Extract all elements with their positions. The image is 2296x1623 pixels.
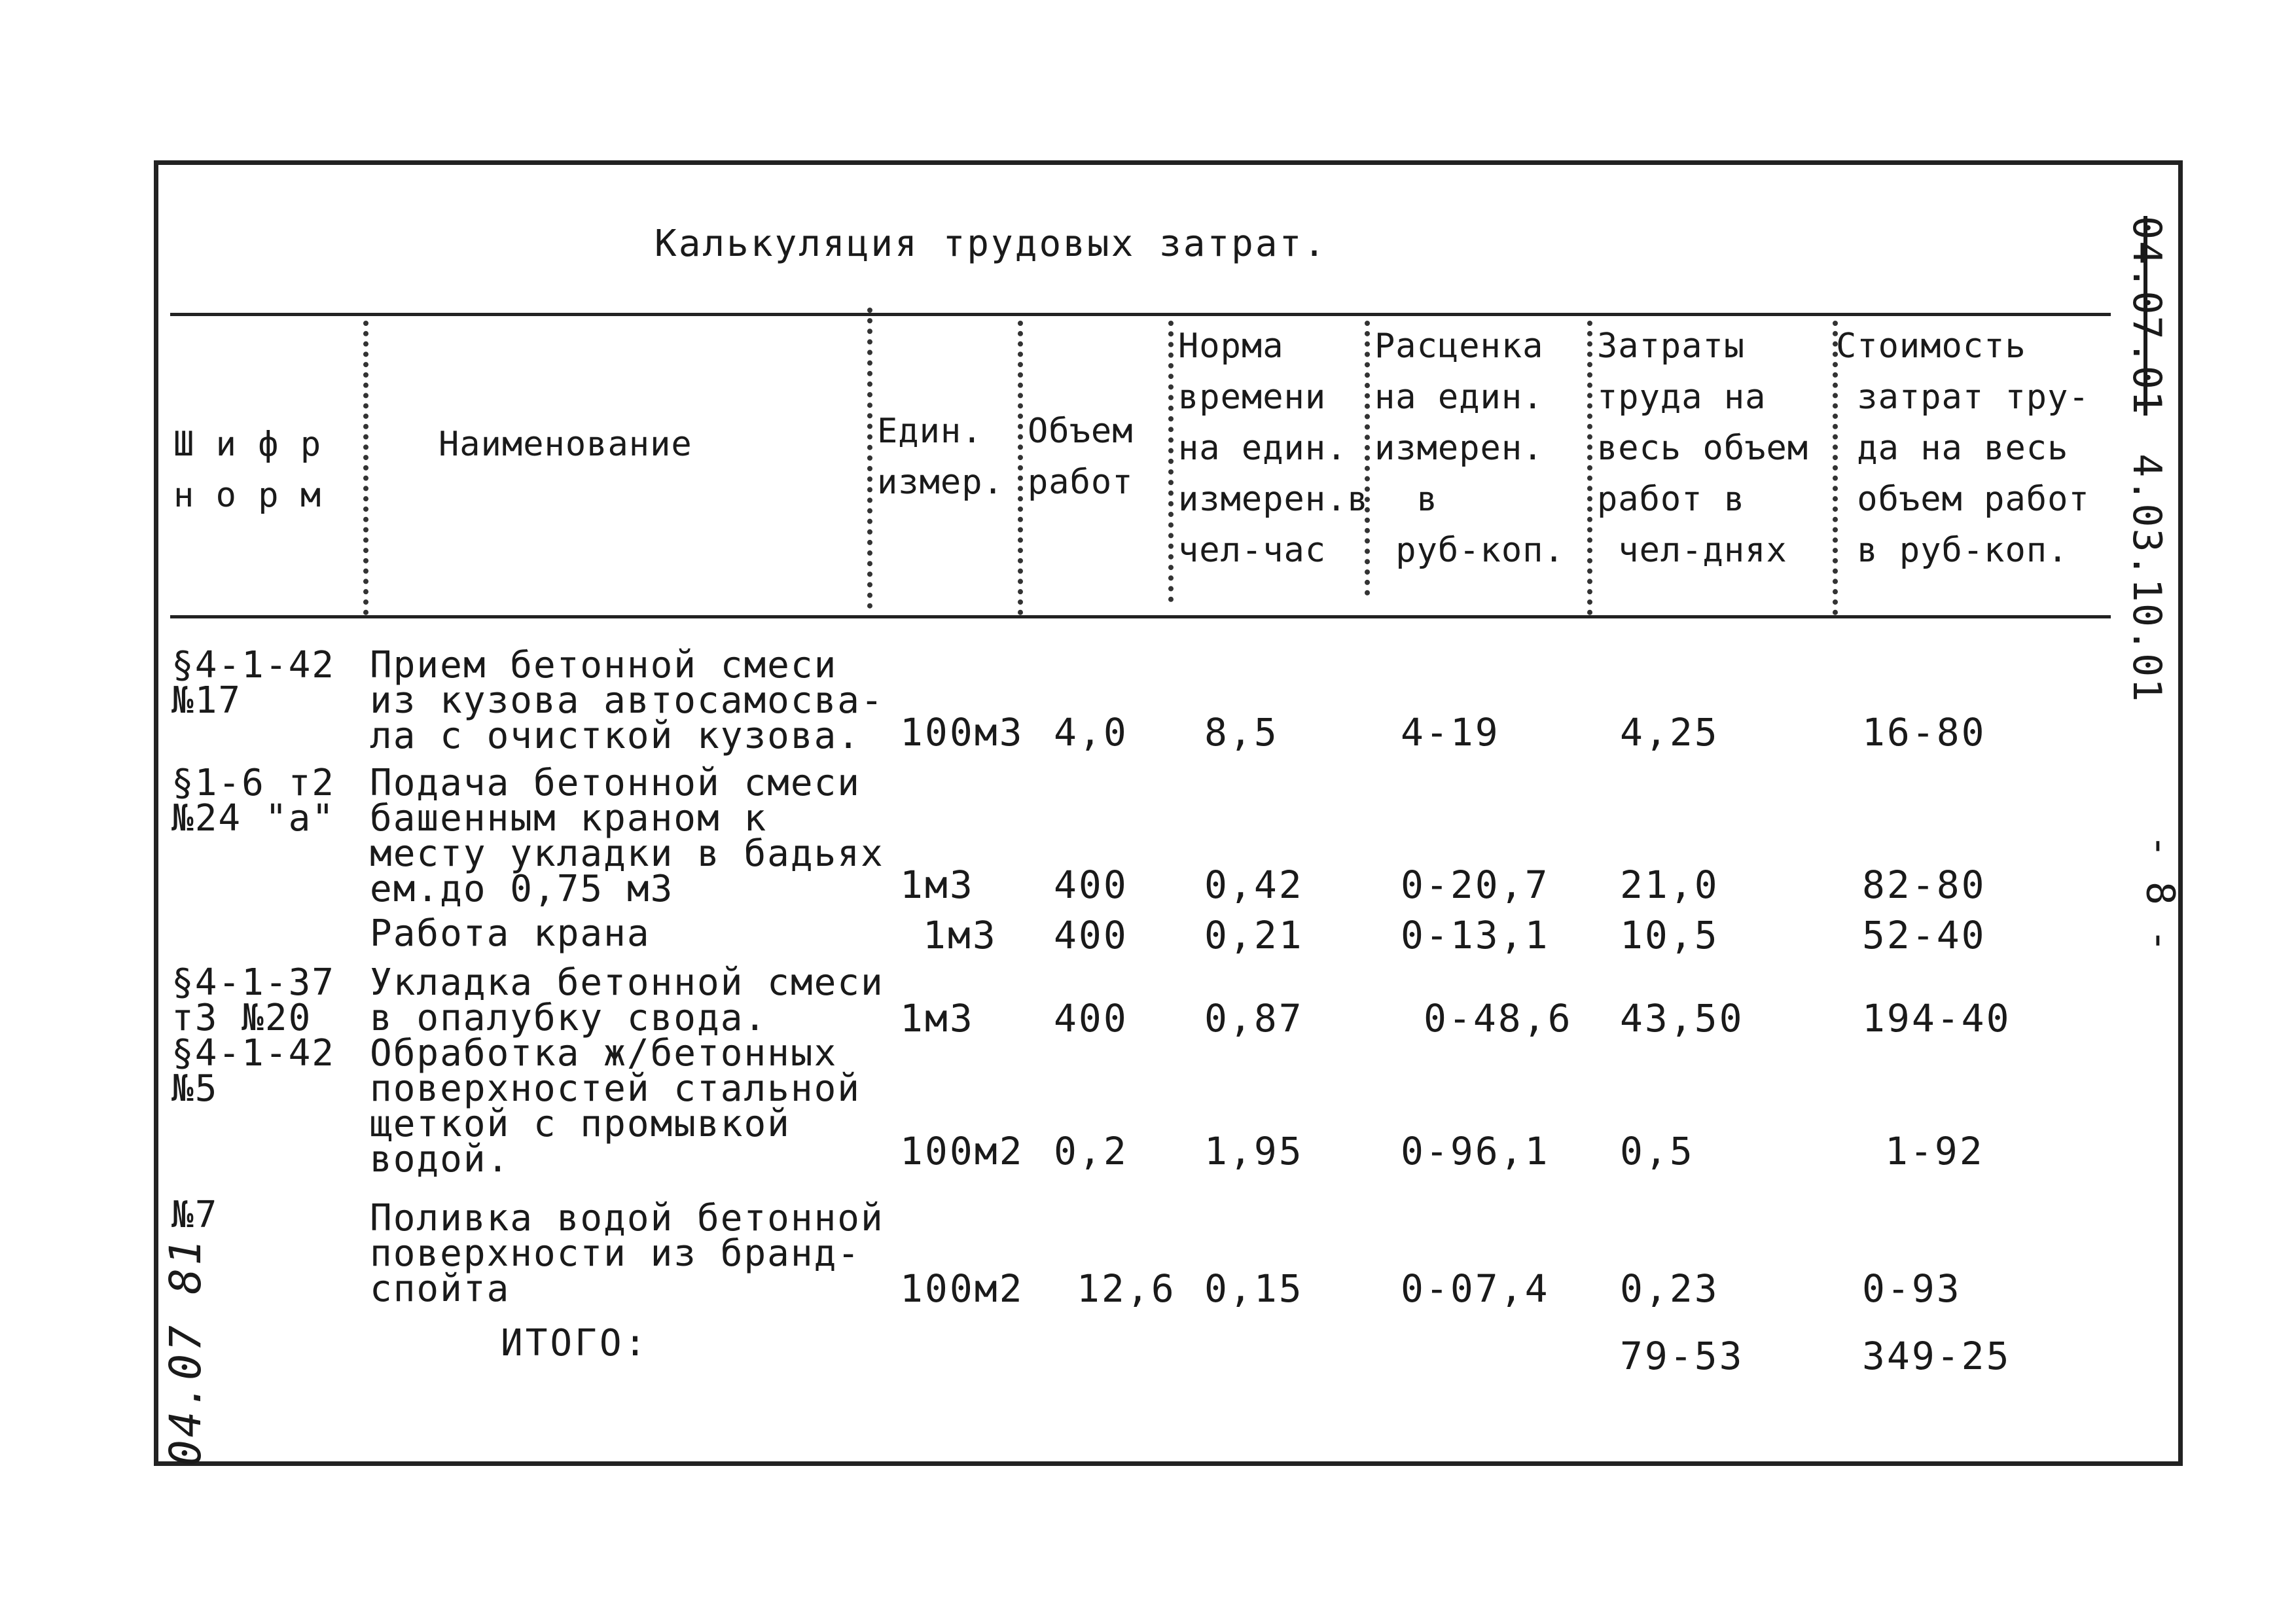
- total-label: ИТОГО:: [501, 1322, 649, 1364]
- column-separator: [1018, 321, 1023, 615]
- side-code-struck: 04.07.01: [2124, 216, 2170, 416]
- row-name: Обработка ж/бетонных поверхностей стальной щеткой с промывкой водой.: [370, 1032, 861, 1181]
- row-unit: 1м3: [900, 863, 975, 907]
- row-code: §4-1-42 №17: [171, 644, 336, 722]
- column-separator: [867, 308, 872, 609]
- row-unit: 1м3: [900, 996, 975, 1041]
- header-rate: Расценка на един. измерен. в руб-коп.: [1374, 327, 1565, 570]
- page-number: - 8 -: [2137, 834, 2183, 953]
- row-volume: 400: [1054, 913, 1128, 957]
- row-cost: 82-80: [1862, 863, 1986, 907]
- row-norm: 0,87: [1204, 996, 1304, 1041]
- row-rate: 0-13,1: [1401, 913, 1550, 957]
- header-norm: Норма времени на един. измерен.в чел-час: [1178, 327, 1369, 570]
- column-separator: [1168, 321, 1174, 602]
- row-code: №7: [171, 1194, 219, 1236]
- row-name: Работа крана: [370, 912, 651, 955]
- row-volume: 400: [1054, 996, 1128, 1041]
- row-name: Прием бетонной смеси из кузова автосамосва- ла с очисткой кузова.: [370, 644, 884, 757]
- row-code: §4-1-42 №5: [171, 1032, 336, 1110]
- total-cost: 349-25: [1862, 1334, 2011, 1378]
- header-top-rule: [170, 313, 2111, 316]
- row-name: Поливка водой бетонной поверхности из бранд- спойта: [370, 1197, 884, 1310]
- row-cost: 1-92: [1885, 1129, 1984, 1173]
- header-unit: Един. измер.: [877, 412, 1004, 502]
- row-unit: 100м3: [900, 710, 1024, 755]
- total-labor: 79-53: [1620, 1334, 1744, 1378]
- row-code: §4-1-37 т3 №20: [171, 961, 336, 1039]
- row-rate: 0-07,4: [1401, 1266, 1550, 1311]
- row-norm: 0,15: [1204, 1266, 1304, 1311]
- row-labor: 43,50: [1620, 996, 1744, 1041]
- row-volume: 4,0: [1054, 710, 1128, 755]
- row-volume: 12,6: [1077, 1266, 1176, 1311]
- row-labor: 0,5: [1620, 1129, 1695, 1173]
- header-name: Наименование: [439, 425, 692, 464]
- header-bottom-rule: [170, 615, 2111, 618]
- row-norm: 0,42: [1204, 863, 1304, 907]
- row-rate: 4-19: [1401, 710, 1500, 755]
- row-rate: 0-20,7: [1401, 863, 1550, 907]
- row-norm: 8,5: [1204, 710, 1279, 755]
- row-rate: 0-96,1: [1401, 1129, 1550, 1173]
- column-separator: [1587, 321, 1592, 615]
- side-code-current: 4.03.10.01: [2124, 454, 2170, 704]
- row-cost: 194-40: [1862, 996, 2011, 1041]
- row-labor: 0,23: [1620, 1266, 1719, 1311]
- row-cost: 0-93: [1862, 1266, 1962, 1311]
- row-cost: 52-40: [1862, 913, 1986, 957]
- row-labor: 21,0: [1620, 863, 1719, 907]
- row-cost: 16-80: [1862, 710, 1986, 755]
- row-volume: 400: [1054, 863, 1128, 907]
- row-rate: 0-48,6: [1424, 996, 1573, 1041]
- row-labor: 4,25: [1620, 710, 1719, 755]
- document-title: Калькуляция трудовых затрат.: [655, 223, 1328, 265]
- header-cost: Стоимость затрат тру- да на весь объем работ в руб-коп.: [1836, 327, 2090, 570]
- row-name: Подача бетонной смеси башенным краном к месту укладки в бадьях ем.до 0,75 м3: [370, 762, 884, 910]
- left-margin-note: 04.07 81: [160, 1237, 211, 1466]
- row-volume: 0,2: [1054, 1129, 1128, 1173]
- row-labor: 10,5: [1620, 913, 1719, 957]
- row-unit: 100м2: [900, 1266, 1024, 1311]
- row-norm: 1,95: [1204, 1129, 1304, 1173]
- row-code: §1-6 т2 №24 "а": [171, 762, 336, 840]
- side-code: [2124, 216, 2170, 703]
- header-labor: Затраты труда на весь объем работ в чел-днях: [1597, 327, 1809, 570]
- row-unit: 1м3: [923, 913, 997, 957]
- header-volume: Объем работ: [1028, 412, 1134, 502]
- row-name: Укладка бетонной смеси в опалубку свода.: [370, 961, 884, 1039]
- row-norm: 0,21: [1204, 913, 1304, 957]
- row-unit: 100м2: [900, 1129, 1024, 1173]
- column-separator: [363, 321, 368, 615]
- header-code: Ш и ф р н о р м: [173, 425, 322, 515]
